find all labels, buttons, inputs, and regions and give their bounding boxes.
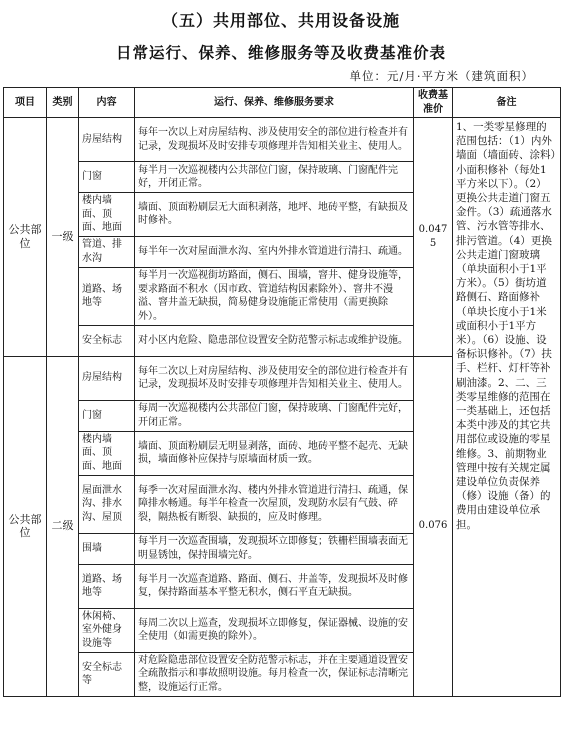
requirement-cell: 每半月一次巡查道路、路面、侧石、井盖等，发现损坏及时修复，保持路面基本平整无积水，侧石平直无缺损。 <box>135 564 414 608</box>
content-cell: 门窗 <box>79 400 135 431</box>
content-cell: 围墙 <box>79 533 135 564</box>
requirement-cell: 每年一次以上对房屋结构、涉及使用安全的部位进行检查并有记录，发现损坏及时安排专项修理并告知相关业主、使用人。 <box>135 118 414 162</box>
header-note: 备注 <box>453 88 561 118</box>
unit-label: 单位：元/月·平方米（建筑面积） <box>349 69 534 83</box>
header-requirement: 运行、保养、维修服务要求 <box>135 88 414 118</box>
header-project: 项目 <box>4 88 47 118</box>
requirement-cell: 每季一次对屋面泄水沟、楼内外排水管道进行清扫、疏通，保障排水畅通。每半年检查一次屋顶，发现防水层有气鼓、碎裂，隔热板有断裂、缺损的，应及时修理。 <box>135 475 414 533</box>
table-header-row <box>4 88 561 118</box>
price-cell: 0.076 <box>414 356 453 696</box>
content-cell: 门窗 <box>79 162 135 193</box>
content-cell: 道路、场地等 <box>79 267 135 325</box>
content-cell: 房屋结构 <box>79 118 135 162</box>
table-row <box>4 118 561 162</box>
requirement-cell: 对危险隐患部位设置安全防范警示标志，并在主要通道设置安全疏散指示和事故照明设施。每月检查一次，保证标志清晰完整，设施运行正常。 <box>135 652 414 696</box>
header-content: 内容 <box>79 88 135 118</box>
requirement-cell: 每半月一次巡视楼内公共部位门窗，保持玻璃、门窗配件完好，开闭正常。 <box>135 162 414 193</box>
content-cell: 道路、场地等 <box>79 564 135 608</box>
requirement-cell: 对小区内危险、隐患部位设置安全防范警示标志或维护设施。 <box>135 325 414 356</box>
price-table <box>3 87 561 697</box>
header-price: 收费基准价 <box>414 88 453 118</box>
project-cell: 公共部位 <box>4 118 47 357</box>
project-cell: 公共部位 <box>4 356 47 696</box>
note-cell: 1、一类零星修理的范围包括：（1）内外墙面（墙面砖、涂料）小面积修补（每处1平方米以下）。（2）更换公共走道门窗五金件。（3）疏通落水管、污水管等排水、排污管道。（4）更换公共走道门窗玻璃（单块面积小于1平方米）。（5）街坊道路侧石、路面修补（单块长度小于1米或面积小于1平方米）。（6）设施、设备标识修补。（7）扶手、栏杆、灯杆等补刷油漆。2、二、三类零星维修的范围在一类基础上，还包括本类中涉及的其它共用部位或设施的零星维修。3、前期物业管理中按有关规定属建设单位负责保养（修）设施（备）的费用由建设单位承担。 <box>453 118 561 697</box>
content-cell: 管道、排水沟 <box>79 236 135 267</box>
requirement-cell: 墙面、顶面粉刷层无明显剥落，面砖、地砖平整不起壳、无缺损，墙面修补应保持与原墙面材质一致。 <box>135 431 414 475</box>
requirement-cell: 每半年一次对屋面泄水沟、室内外排水管道进行清扫、疏通。 <box>135 236 414 267</box>
price-cell: 0.0475 <box>414 118 453 357</box>
category-cell: 一级 <box>47 118 79 357</box>
requirement-cell: 每半月一次巡查围墙，发现损坏立即修复；铁栅栏围墙表面无明显锈蚀，保持围墙完好。 <box>135 533 414 564</box>
table-title: 日常运行、保养、维修服务等及收费基准价表 <box>115 43 446 62</box>
requirement-cell: 每半月一次巡视街坊路面，侧石、围墙，窨井、健身设施等，要求路面不积水（因市政、管道结构因素除外）、窨井不漫溢、窨井盖无缺损，简易健身设施能正常使用（需更换除外）。 <box>135 267 414 325</box>
content-cell: 楼内墙面、顶面、地面 <box>79 431 135 475</box>
content-cell: 休闲椅、室外健身设施等 <box>79 608 135 652</box>
page-title: （五）共用部位、共用设备设施 <box>161 11 400 30</box>
requirement-cell: 每年二次以上对房屋结构、涉及使用安全的部位进行检查并有记录，发现损坏及时安排专项修理并告知相关业主、使用人。 <box>135 356 414 400</box>
requirement-cell: 每周二次以上巡查，发现损坏立即修复，保证器械、设施的安全使用（如需更换的除外）。 <box>135 608 414 652</box>
content-cell: 房屋结构 <box>79 356 135 400</box>
category-cell: 二级 <box>47 356 79 696</box>
header-category: 类别 <box>47 88 79 118</box>
content-cell: 屋面泄水沟、排水沟、屋顶 <box>79 475 135 533</box>
content-cell: 安全标志等 <box>79 652 135 696</box>
content-cell: 楼内墙面、顶面、地面 <box>79 193 135 237</box>
requirement-cell: 每周一次巡视楼内公共部位门窗，保持玻璃、门窗配件完好，开闭正常。 <box>135 400 414 431</box>
content-cell: 安全标志 <box>79 325 135 356</box>
requirement-cell: 墙面、顶面粉刷层无大面积剥落，地坪、地砖平整，有缺损及时修补。 <box>135 193 414 237</box>
